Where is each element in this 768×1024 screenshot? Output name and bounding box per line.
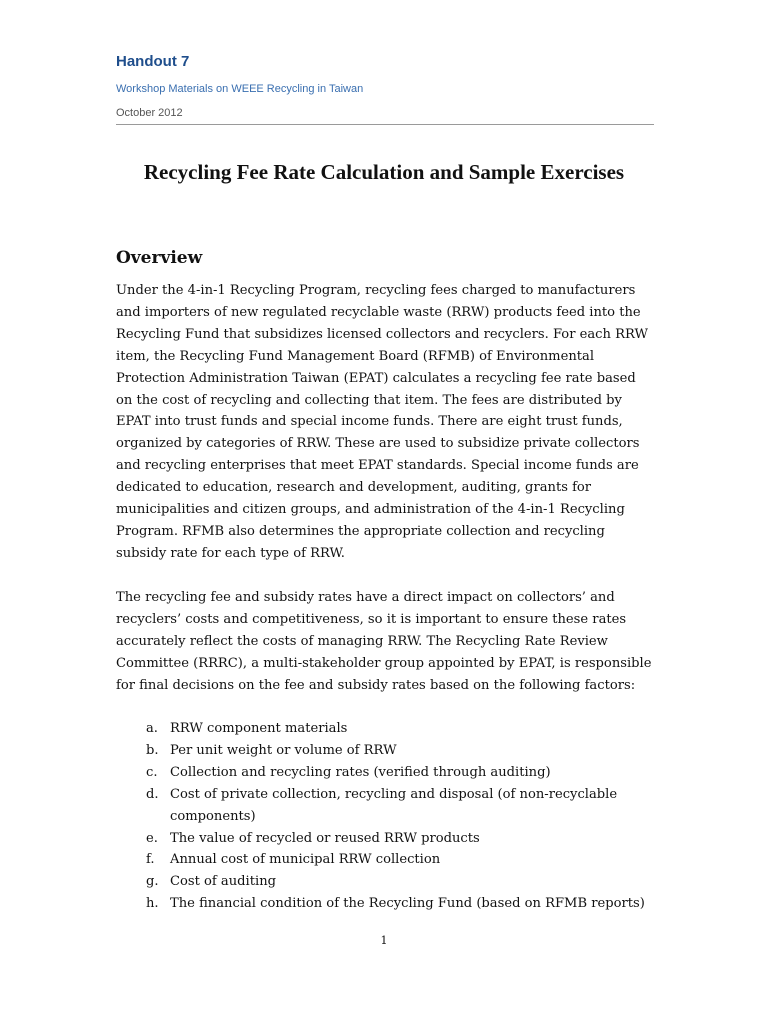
handout-label: Handout 7 — [116, 53, 190, 70]
overview-paragraph-2: The recycling fee and subsidy rates have a direct impact on collectors’ and recyclers’ costs and competitiveness, so it is important to ensure these rates accurately reflect the costs of managing RRW. The Recycling Rate Review Committee (RRRC), a multi-stakeholder group appointed by EPAT, is responsible for final decisions on the fee and subsidy rates based on the following factors: — [116, 590, 652, 693]
list-item-text: RRW component materials — [170, 721, 348, 736]
list-item — [116, 762, 656, 784]
list-marker: g. — [146, 874, 159, 890]
list-item — [116, 784, 656, 828]
document-header — [116, 52, 654, 125]
list-marker: c. — [146, 764, 158, 780]
factors-list — [116, 718, 656, 915]
document-date: October 2012 — [116, 107, 183, 119]
overview-paragraph-1: Under the 4-in-1 Recycling Program, recycling fees charged to manufacturers and importers of new regulated recyclable waste (RRW) products feed into the Recycling Fund that subsidizes licensed collectors and recyclers. For each RRW item, the Recycling Fund Management Board (RFMB) of Environmental Protection Administration Taiwan (EPAT) calculates a recycling fee rate based on the cost of recycling and collecting that item. The fees are distributed by EPAT into trust funds and special income funds. There are eight trust funds, organized by categories of RRW. These are used to subsidize private collectors and recycling enterprises that meet EPAT standards. Special income funds are dedicated to education, research and development, auditing, grants for municipalities and citizen groups, and administration of the 4-in-1 Recycling Program. RFMB also determines the appropriate collection and recycling subsidy rate for each type of RRW. — [116, 283, 648, 561]
list-item — [116, 893, 656, 915]
list-item-text: Annual cost of municipal RRW collection — [170, 852, 441, 868]
page-title: Recycling Fee Rate Calculation and Sample Exercises — [143, 160, 625, 184]
list-item — [116, 871, 656, 893]
list-item — [116, 740, 656, 762]
list-marker: b. — [146, 742, 159, 758]
list-marker: f. — [146, 852, 155, 868]
list-marker: d. — [146, 786, 159, 802]
list-marker: e. — [146, 830, 158, 846]
list-item-text: Per unit weight or volume of RRW — [170, 742, 397, 758]
list-item — [116, 849, 656, 871]
list-item-text: Collection and recycling rates (verified through auditing) — [170, 764, 551, 780]
page-number: 1 — [380, 934, 388, 947]
list-marker: a. — [146, 721, 158, 736]
overview-heading: Overview — [116, 248, 203, 268]
list-item-text: The financial condition of the Recycling Fund (based on RFMB reports) — [170, 896, 645, 912]
list-item-text: Cost of auditing — [170, 874, 277, 890]
list-item-text: Cost of private collection, recycling and disposal (of non-recyclable components) — [170, 786, 618, 824]
list-item-text: The value of recycled or reused RRW products — [170, 830, 480, 846]
workshop-subtitle: Workshop Materials on WEEE Recycling in Taiwan — [116, 83, 364, 95]
list-item — [116, 828, 656, 850]
header-divider — [116, 124, 654, 125]
list-marker: h. — [146, 896, 159, 912]
list-item — [116, 718, 656, 740]
